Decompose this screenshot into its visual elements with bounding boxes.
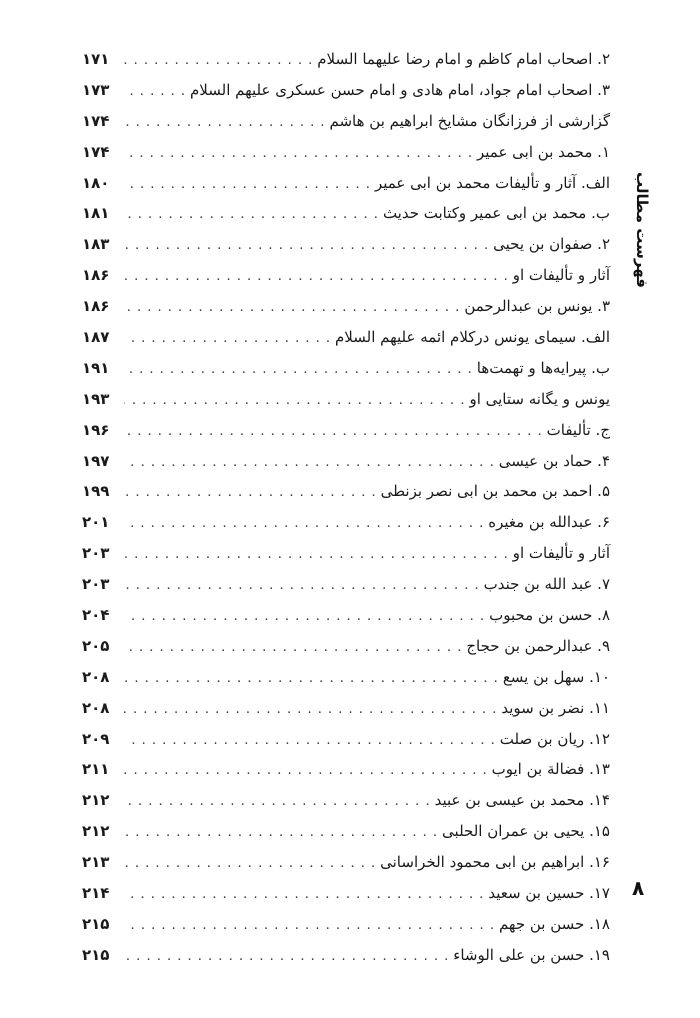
toc-entry-page: ۲۱۵: [82, 945, 110, 964]
toc-entry-page: ۲۱۳: [82, 853, 110, 872]
dot-leader: [124, 262, 509, 293]
toc-entry[interactable]: [82, 662, 610, 693]
toc-entry-page: ۱۸۳: [82, 235, 110, 254]
table-of-contents: [82, 44, 610, 971]
page-number: ۸: [632, 876, 645, 900]
toc-entry-title: یونس و یگانه ستایی او: [469, 389, 610, 408]
toc-entry-title: ۱۹. حسن بن علی الوشاء: [453, 945, 610, 964]
dot-leader: [124, 231, 489, 262]
dot-leader: [124, 818, 438, 849]
toc-entry-title: ۱۱. نضر بن سوید: [501, 698, 610, 717]
toc-entry-title: ۱۰. سهل بن یسع: [502, 667, 610, 686]
dot-leader: [124, 540, 509, 571]
dot-leader: [124, 324, 331, 355]
toc-entry-page: ۲۰۵: [82, 636, 110, 655]
dot-leader: [124, 293, 460, 324]
toc-entry[interactable]: [82, 816, 610, 847]
toc-entry[interactable]: [82, 909, 610, 940]
toc-entry-title: ۸. حسن بن محبوب: [489, 606, 610, 625]
toc-entry[interactable]: [82, 878, 610, 909]
toc-entry-page: ۱۸۶: [82, 297, 110, 316]
dot-leader: [124, 77, 186, 108]
dot-leader: [124, 756, 488, 787]
toc-entry[interactable]: [82, 538, 610, 569]
toc-entry-page: ۲۰۸: [82, 667, 110, 686]
dot-leader: [124, 46, 313, 77]
toc-entry[interactable]: [82, 106, 610, 137]
toc-entry-title: ۱۴. محمد بن عیسی بن عبید: [434, 791, 610, 810]
toc-entry[interactable]: [82, 44, 610, 75]
toc-entry-page: ۱۹۷: [82, 451, 110, 470]
toc-entry-title: ۷. عبد الله بن جندب: [483, 575, 610, 594]
toc-entry[interactable]: [82, 569, 610, 600]
toc-entry-title: ب. پیرایه‌ها و تهمت‌ها: [476, 358, 610, 377]
toc-entry-page: ۱۸۰: [82, 173, 110, 192]
toc-entry-title: ۱۳. فضالة بن ایوب: [491, 760, 610, 779]
dot-leader: [124, 880, 484, 911]
toc-entry[interactable]: [82, 137, 610, 168]
toc-entry[interactable]: [82, 260, 610, 291]
toc-entry-page: ۱۷۴: [82, 111, 110, 130]
dot-leader: [124, 108, 326, 139]
toc-entry-page: ۲۱۲: [82, 822, 110, 841]
toc-entry-page: ۲۰۴: [82, 606, 110, 625]
dot-leader: [124, 571, 480, 602]
dot-leader: [124, 170, 371, 201]
toc-entry[interactable]: [82, 724, 610, 755]
toc-entry[interactable]: [82, 476, 610, 507]
dot-leader: [124, 695, 497, 726]
dot-leader: [124, 664, 499, 695]
toc-entry[interactable]: [82, 507, 610, 538]
toc-entry[interactable]: [82, 75, 610, 106]
dot-leader: [124, 602, 485, 633]
toc-entry-title: ۱۷. حسین بن سعید: [488, 884, 610, 903]
toc-entry-title: ۹. عبدالرحمن بن حجاج: [466, 636, 610, 655]
toc-entry[interactable]: [82, 198, 610, 229]
toc-entry[interactable]: [82, 785, 610, 816]
toc-entry-page: ۱۹۹: [82, 482, 110, 501]
toc-entry[interactable]: [82, 693, 610, 724]
toc-entry-page: ۱۷۴: [82, 142, 110, 161]
dot-leader: [124, 200, 379, 231]
dot-leader: [124, 726, 496, 757]
dot-leader: [124, 849, 376, 880]
toc-entry-page: ۱۷۱: [82, 50, 110, 68]
toc-entry-page: ۲۰۹: [82, 729, 110, 748]
toc-entry[interactable]: [82, 600, 610, 631]
toc-entry-page: ۲۰۱: [82, 513, 110, 532]
toc-entry-title: ب. محمد بن ابی عمیر وکتابت حدیث: [382, 204, 610, 223]
dot-leader: [124, 787, 431, 818]
toc-entry-title: آثار و تألیفات او: [512, 544, 610, 563]
toc-entry[interactable]: [82, 229, 610, 260]
dot-leader: [124, 942, 449, 973]
toc-entry-page: ۱۹۶: [82, 420, 110, 439]
toc-entry-title: ۲. صفوان بن یحیی: [493, 235, 610, 254]
toc-entry[interactable]: [82, 847, 610, 878]
dot-leader: [124, 448, 495, 479]
toc-entry-title: آثار و تألیفات او: [512, 266, 610, 285]
dot-leader: [124, 417, 543, 448]
toc-entry-page: ۱۹۳: [82, 389, 110, 408]
toc-entry-page: ۲۰۳: [82, 575, 110, 594]
toc-entry-page: ۱۸۱: [82, 204, 110, 223]
toc-entry[interactable]: [82, 353, 610, 384]
toc-entry-title: ۲. اصحاب امام کاظم و امام رضا علیهما السلام: [317, 50, 610, 68]
running-head-title: فهرست مطالب: [633, 172, 651, 288]
toc-entry-title: ۱۲. ریان بن صلت: [499, 729, 610, 748]
toc-entry[interactable]: [82, 291, 610, 322]
toc-entry-page: ۲۱۴: [82, 884, 110, 903]
toc-entry-page: ۲۰۳: [82, 544, 110, 563]
toc-entry-title: ۳. یونس بن عبدالرحمن: [464, 297, 610, 316]
toc-entry-page: ۱۷۳: [82, 80, 110, 99]
toc-entry-page: ۱۸۷: [82, 328, 110, 347]
toc-entry-title: ۶. عبدالله بن مغیره: [488, 513, 610, 532]
toc-entry-page: ۲۱۵: [82, 914, 110, 933]
toc-entry[interactable]: [82, 384, 610, 415]
dot-leader: [124, 386, 465, 417]
dot-leader: [124, 633, 462, 664]
toc-entry-title: الف. آثار و تألیفات محمد بن ابی عمیر: [374, 173, 610, 192]
toc-entry-page: ۱۸۶: [82, 266, 110, 285]
toc-entry-page: ۲۱۱: [82, 760, 110, 779]
toc-entry-page: ۱۹۱: [82, 358, 110, 377]
toc-entry-title: ۱۶. ابراهیم بن ابی محمود الخراسانی: [380, 853, 610, 872]
toc-entry[interactable]: [82, 940, 610, 971]
toc-entry[interactable]: [82, 446, 610, 477]
toc-entry[interactable]: [82, 631, 610, 662]
dot-leader: [124, 139, 473, 170]
dot-leader: [124, 478, 377, 509]
toc-entry-title: ج. تألیفات: [546, 420, 610, 439]
dot-leader: [124, 911, 495, 942]
toc-entry-title: الف. سیمای یونس درکلام ائمه علیهم السلام: [335, 328, 610, 347]
toc-entry[interactable]: [82, 754, 610, 785]
toc-entry-title: ۱۵. یحیی بن عمران الحلبی: [442, 822, 610, 841]
toc-entry-title: ۱۸. حسن بن جهم: [498, 914, 610, 933]
toc-entry-title: ۱. محمد بن ابی عمیر: [476, 142, 610, 161]
dot-leader: [124, 509, 484, 540]
dot-leader: [124, 355, 473, 386]
toc-entry-title: ۵. احمد بن محمد بن ابی نصر بزنطی: [380, 482, 610, 501]
toc-entry-title: ۳. اصحاب امام جواد، امام هادی و امام حسن عسکری علیهم السلام: [190, 80, 610, 99]
toc-entry-page: ۲۱۲: [82, 791, 110, 810]
toc-entry-title: ۴. حماد بن عیسی: [498, 451, 610, 470]
toc-entry[interactable]: [82, 168, 610, 199]
toc-entry-title: گزارشی از فرزانگان مشایخ ابراهیم بن هاشم: [329, 111, 610, 130]
toc-entry-page: ۲۰۸: [82, 698, 110, 717]
toc-entry[interactable]: [82, 322, 610, 353]
toc-entry[interactable]: [82, 415, 610, 446]
